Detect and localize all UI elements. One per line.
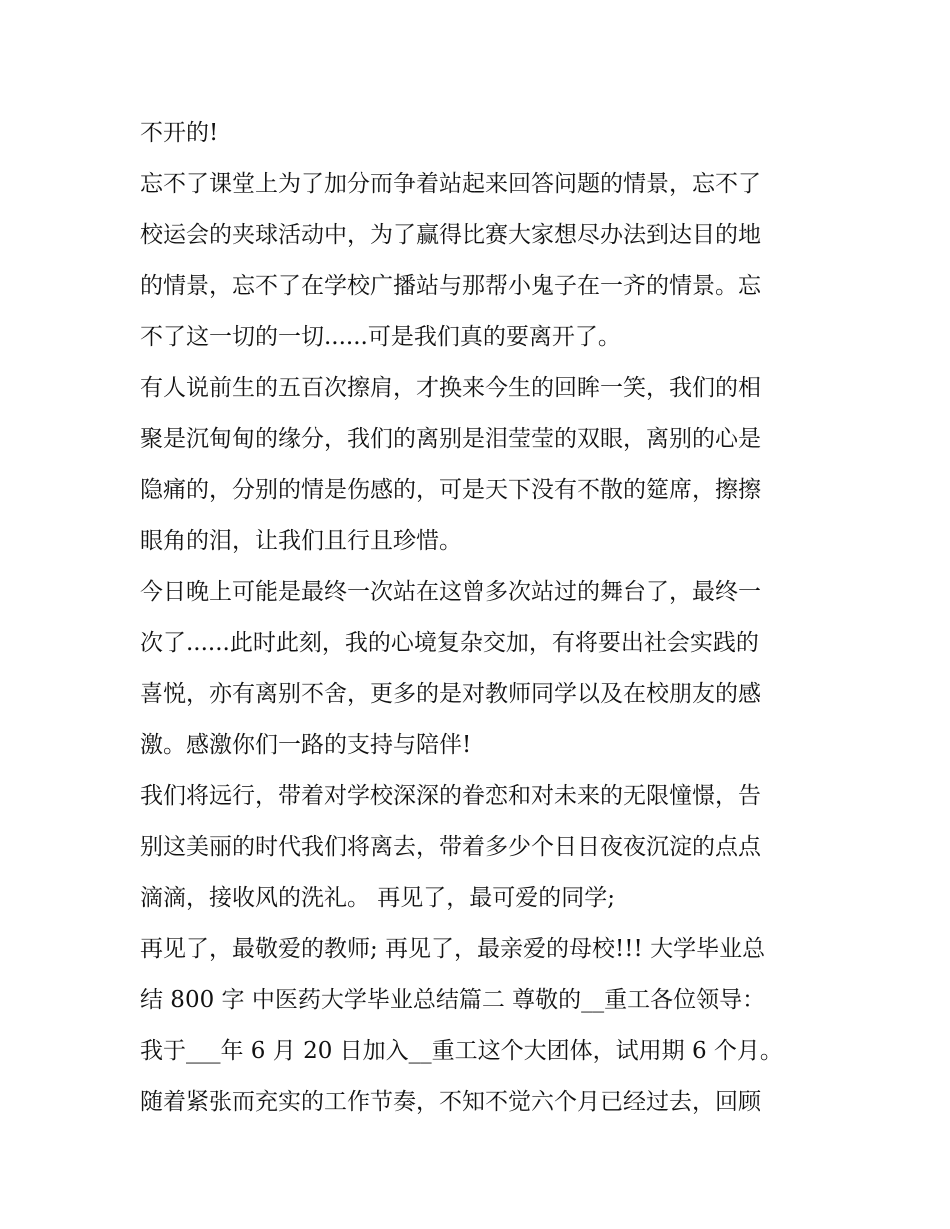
text-line: 聚是沉甸甸的缘分，我们的离别是泪莹莹的双眼，离别的心是 — [140, 426, 761, 452]
text-line: 别这美丽的时代我们将离去，带着多少个日日夜夜沉淀的点点 — [140, 834, 761, 860]
text-line: 激。感激你们一路的支持与陪伴! — [140, 732, 472, 758]
text-line: 次了......此时此刻，我的心境复杂交加，有将要出社会实践的 — [140, 630, 759, 656]
text-line: 滴滴，接收风的洗礼。 再见了，最可爱的同学; — [140, 885, 616, 911]
text-line: 随着紧张而充实的工作节奏，不知不觉六个月已经过去，回顾 — [140, 1089, 761, 1115]
text-line: 隐痛的，分别的情是伤感的，可是天下没有不散的筵席，擦擦 — [140, 477, 761, 503]
text-line: 不开的! — [140, 120, 219, 146]
text-line: 眼角的泪，让我们且行且珍惜。 — [140, 528, 462, 554]
text-line: 喜悦，亦有离别不舍，更多的是对教师同学以及在校朋友的感 — [140, 681, 761, 707]
text-line: 我们将远行，带着对学校深深的眷恋和对未来的无限憧憬，告 — [140, 783, 761, 809]
text-line: 今日晚上可能是最终一次站在这曾多次站过的舞台了，最终一 — [140, 579, 761, 605]
text-line: 不了这一切的一切......可是我们真的要离开了。 — [140, 324, 621, 350]
text-line: 有人说前生的五百次擦肩，才换来今生的回眸一笑，我们的相 — [140, 375, 761, 401]
text-line: 忘不了课堂上为了加分而争着站起来回答问题的情景，忘不了 — [140, 171, 761, 197]
document-body — [140, 108, 820, 1128]
text-line: 校运会的夹球活动中，为了赢得比赛大家想尽办法到达目的地 — [140, 222, 761, 248]
text-line: 我于___年 6 月 20 日加入__重工这个大团体，试用期 6 个月。 — [140, 1038, 783, 1064]
text-line: 的情景，忘不了在学校广播站与那帮小鬼子在一齐的情景。忘 — [140, 273, 761, 299]
text-line: 结 800 字 中医药大学毕业总结篇二 尊敬的__重工各位领导： — [140, 987, 766, 1013]
text-line: 再见了，最敬爱的教师; 再见了，最亲爱的母校!!! 大学毕业总 — [140, 936, 766, 962]
